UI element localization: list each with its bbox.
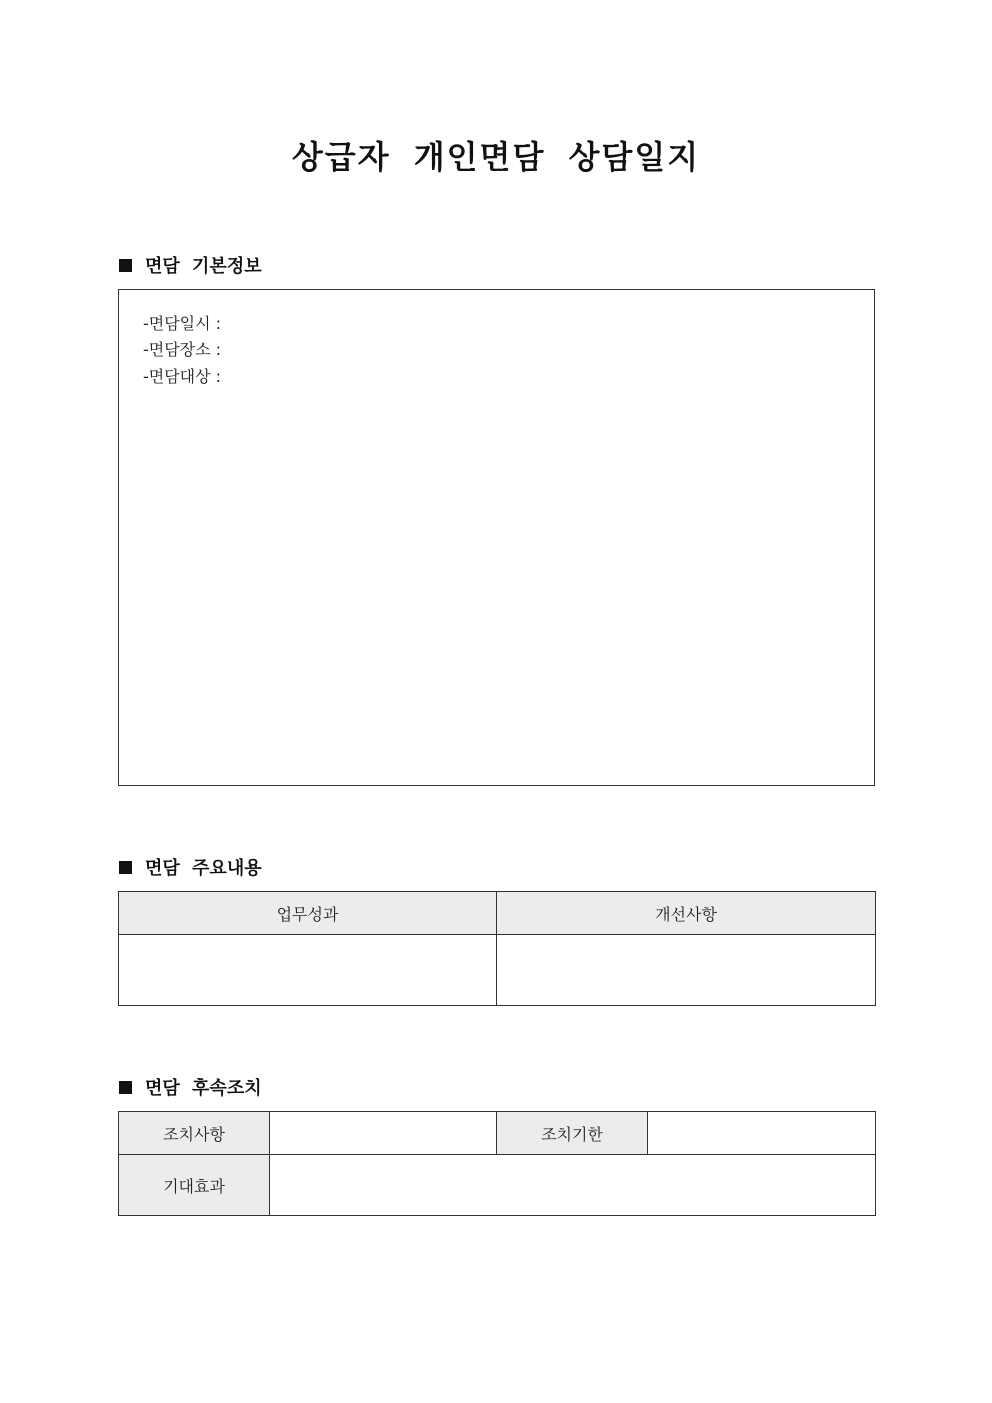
- section-heading-followup: [119, 1075, 262, 1099]
- section-heading-label: 면담 후속조치: [145, 1078, 262, 1099]
- performance-cell[interactable]: [119, 935, 497, 1006]
- section-heading-main: [119, 855, 262, 879]
- square-bullet-icon: [119, 861, 132, 874]
- performance-header: 업무성과: [119, 892, 497, 935]
- effect-cell[interactable]: [270, 1155, 876, 1216]
- effect-label: 기대효과: [119, 1155, 270, 1216]
- action-cell[interactable]: [270, 1112, 497, 1155]
- main-content-table: [118, 891, 876, 1006]
- section-heading-label: 면담 주요내용: [145, 858, 262, 879]
- basic-info-box[interactable]: [118, 289, 875, 786]
- interview-target-line: -면담대상 :: [143, 367, 222, 386]
- deadline-cell[interactable]: [648, 1112, 876, 1155]
- action-label: 조치사항: [119, 1112, 270, 1155]
- interview-place-line: -면담장소 :: [143, 340, 222, 359]
- improvement-cell[interactable]: [497, 935, 876, 1006]
- square-bullet-icon: [119, 1081, 132, 1094]
- section-heading-basic: [119, 253, 262, 277]
- followup-table: [118, 1111, 876, 1216]
- section-heading-label: 면담 기본정보: [145, 256, 262, 277]
- square-bullet-icon: [119, 259, 132, 272]
- document-title: 상급자 개인면담 상담일지: [291, 138, 701, 176]
- interview-date-line: -면담일시 :: [143, 314, 222, 333]
- deadline-label: 조치기한: [497, 1112, 648, 1155]
- improvement-header: 개선사항: [497, 892, 876, 935]
